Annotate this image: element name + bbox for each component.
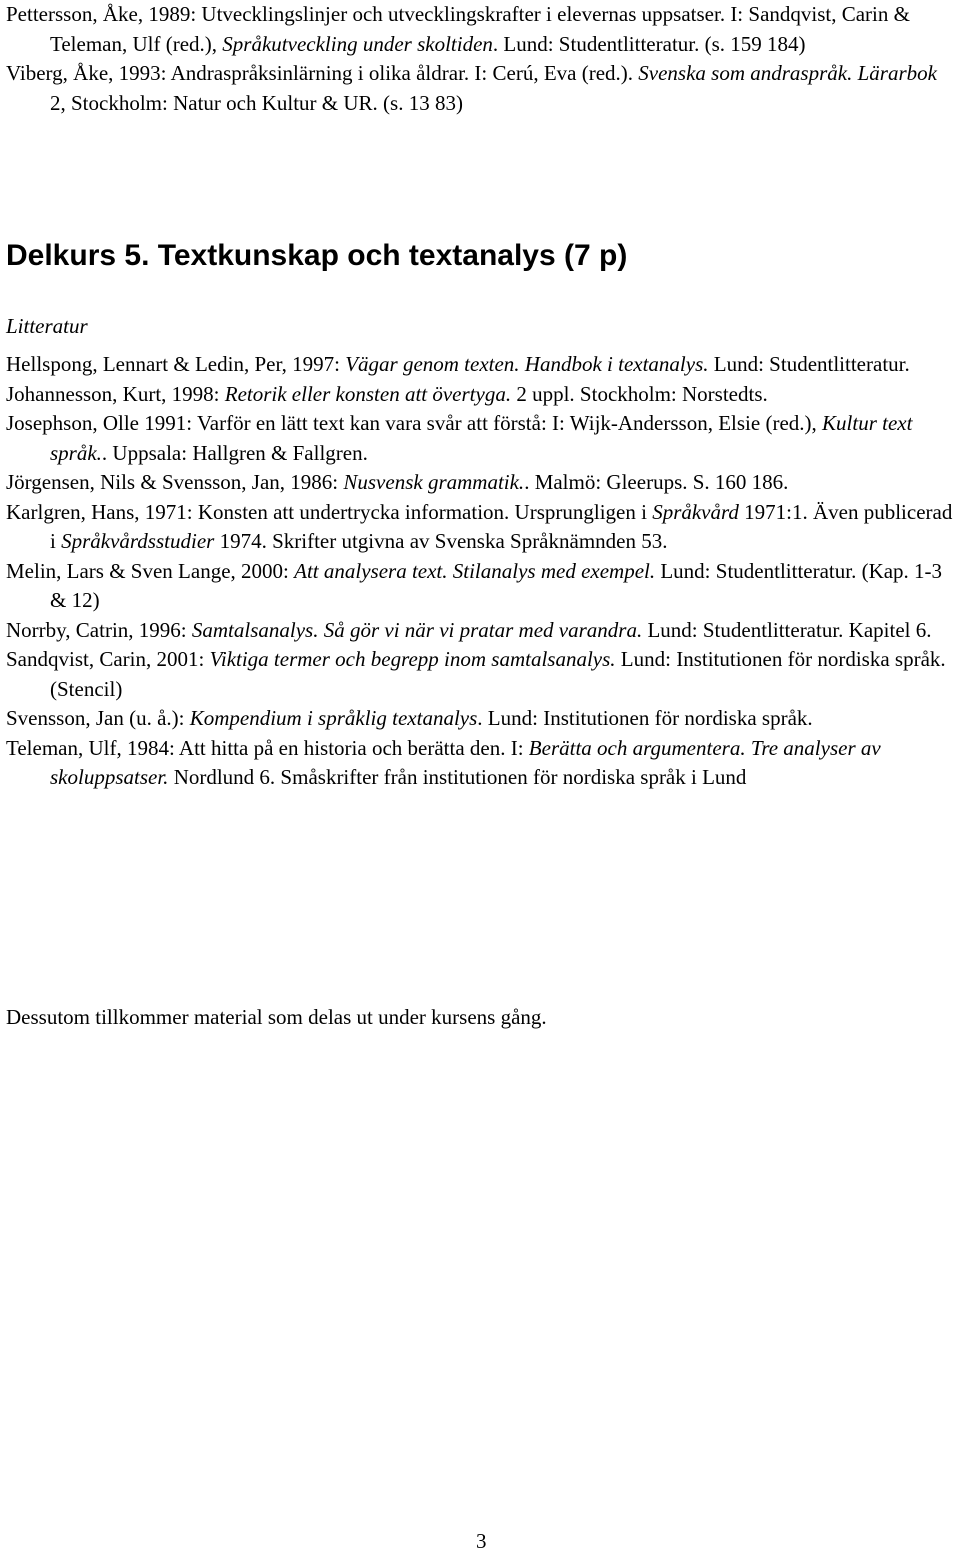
reference-title: Svenska som andraspråk. Lärarbok — [638, 61, 937, 85]
reference-entry — [6, 59, 956, 118]
section-heading: Delkurs 5. Textkunskap och textanalys (7 p) — [6, 239, 628, 272]
reference-entry — [6, 350, 956, 380]
literature-subheading: Litteratur — [6, 314, 88, 338]
reference-entry — [6, 616, 956, 646]
reference-text: Melin, Lars & Sven Lange, 2000: — [6, 558, 295, 583]
reference-title: Språkvård — [652, 499, 739, 524]
reference-text: . Lund: Institutionen för nordiska språk. — [477, 706, 813, 730]
reference-text: Viberg, Åke, 1993: Andraspråksinlärning i olika åldrar. I: Cerú, Eva (red.). — [6, 61, 639, 85]
reference-text: Johannesson, Kurt, 1998: — [6, 381, 225, 406]
reference-text: Sandqvist, Carin, 2001: — [6, 647, 210, 671]
reference-text: Svensson, Jan (u. å.): — [6, 706, 190, 730]
reference-entry — [6, 645, 956, 704]
page-number: 3 — [476, 1529, 487, 1553]
reference-text: Karlgren, Hans, 1971: Konsten att undertrycka information. Ursprungligen i — [6, 499, 653, 524]
reference-title: Samtalsanalys. Så gör vi när vi pratar med varandra. — [191, 617, 643, 642]
reference-list-previous-section — [6, 0, 956, 118]
reference-text: Norrby, Catrin, 1996: — [6, 617, 192, 642]
reference-text: . Uppsala: Hallgren & Fallgren. — [101, 440, 368, 465]
reference-text: Jörgensen, Nils & Svensson, Jan, 1986: — [6, 470, 344, 494]
reference-text: 2 uppl. Stockholm: Norstedts. — [511, 381, 768, 406]
additional-material-note: Dessutom tillkommer material som delas ut under kursens gång. — [6, 1005, 547, 1029]
reference-text: Josephson, Olle 1991: Varför en lätt text kan vara svår att förstå: I: Wijk-Andersson, Elsie (red.), — [6, 411, 823, 435]
reference-entry — [6, 468, 956, 498]
reference-title: Vägar genom texten. Handbok i textanalys. — [345, 352, 709, 376]
reference-text: Lund: Studentlitteratur. — [708, 352, 910, 376]
reference-text: 2, Stockholm: Natur och Kultur & UR. (s. 13 83) — [50, 90, 463, 115]
reference-title: Nusvensk grammatik. — [343, 470, 525, 494]
reference-text: 1974. Skrifter utgivna av Svenska Språknämnden 53. — [214, 529, 668, 553]
reference-title: Retorik eller konsten att övertyga. — [224, 381, 512, 406]
reference-entry — [6, 380, 956, 410]
reference-entry — [6, 0, 956, 59]
reference-entry — [6, 734, 956, 793]
reference-text: Lund: Institutionen för nordiska språk. (Stencil) — [50, 647, 946, 701]
reference-title: Att analysera text. Stilanalys med exempel. — [294, 558, 656, 583]
reference-entry — [6, 704, 956, 734]
reference-entry — [6, 498, 956, 557]
reference-text: . Malmö: Gleerups. S. 160 186. — [524, 470, 789, 494]
reference-text: Pettersson, Åke, 1989: Utvecklingslinjer och utvecklingskrafter i elevernas uppsatser. I: Sandqvist, Carin & Teleman, Ulf (red.), — [6, 2, 910, 56]
reference-text: Lund: Studentlitteratur. Kapitel 6. — [642, 617, 932, 642]
reference-text: . Lund: Studentlitteratur. (s. 159 184) — [492, 31, 806, 56]
reference-title: Språkvårdsstudier — [61, 529, 215, 553]
reference-text: 1971:1. Även publicerad i — [50, 499, 953, 553]
reference-entry — [6, 409, 956, 468]
reference-title: Kompendium i språklig textanalys — [189, 706, 478, 730]
reference-title: Språkutveckling under skoltiden — [222, 31, 493, 56]
reference-entry — [6, 557, 956, 616]
reference-text: Teleman, Ulf, 1984: Att hitta på en historia och berätta den. I: — [6, 735, 529, 760]
reference-title: Viktiga termer och begrepp inom samtalsanalys. — [209, 647, 616, 671]
reference-list — [6, 350, 956, 793]
reference-text: Lund: Studentlitteratur. (Kap. 1-3 & 12) — [50, 558, 943, 612]
reference-title: Berätta och argumentera. Tre analyser av skoluppsatser. — [50, 735, 881, 789]
reference-text: Nordlund 6. Småskrifter från institutionen för nordiska språk i Lund — [168, 765, 747, 789]
reference-title: Kultur text språk. — [50, 411, 913, 465]
reference-text: Hellspong, Lennart & Ledin, Per, 1997: — [6, 352, 346, 376]
